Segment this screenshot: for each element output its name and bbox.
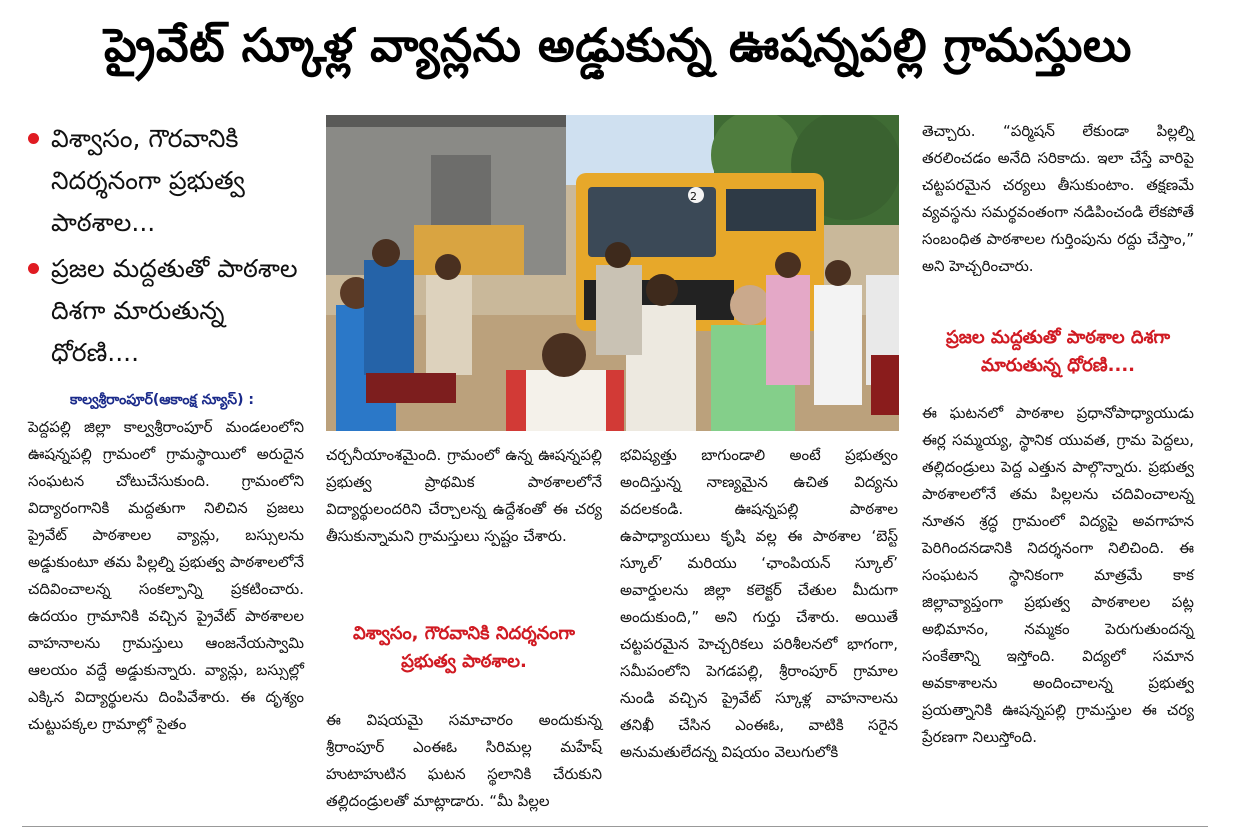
- highlight-list: [28, 118, 308, 378]
- news-photo: [326, 115, 899, 431]
- article-column-1: [28, 414, 304, 738]
- photo-illustration: [326, 115, 899, 431]
- svg-text:2: 2: [690, 190, 697, 203]
- article-column-2-bottom: [326, 707, 602, 815]
- highlight-text: ప్రజల మద్దతుతో పాఠశాల దిశగా మారుతున్న ధోరణి....: [51, 254, 298, 367]
- headline: ప్రైవేట్ స్కూళ్ల వ్యాన్లను అడ్డుకున్న ఊషన్నపల్లి గ్రామస్తులు: [104, 18, 1132, 72]
- subheading: విశ్వాసం, గౌరవానికి నిదర్శనంగా ప్రభుత్వ పాఠశాల.: [352, 623, 576, 672]
- article-paragraph: ఈ ఘటనలో పాఠశాల ప్రధానోపాధ్యాయుడు ఈర్ల సమ్మయ్య, స్థానిక యువత, గ్రామ పెద్దలు, తల్లిదండ్రులు పెద్ద ఎత్తున పాల్గొన్నారు. ప్రభుత్వ పాఠశాలలోనే తమ పిల్లలను చదివించాలన్న నూతన శ్రద్ధ గ్రామంలో విద్యపై అవగాహన పెరిగిందనడానికి నిదర్శనంగా నిలిచింది. ఈ సంఘటన స్థానికంగా మాత్రమే కాక జిల్లావ్యాప్తంగా ప్రభుత్వ పాఠశాలల పట్ల అభిమానం, నమ్మకం పెరుగుతుందన్న సంకేతాన్ని ఇస్తోంది. విద్యలో సమాన అవకాశాలను అందించాలన్న ప్రభుత్వ ప్రయత్నానికి ఊషన్నపల్లి గ్రామస్తుల ఈ చర్య ప్రేరణగా నిలుస్తోంది.: [922, 404, 1194, 746]
- article-column-2-top: [326, 442, 602, 550]
- bullet-dot-icon: [28, 133, 39, 144]
- article-paragraph: భవిష్యత్తు బాగుండాలి అంటే ప్రభుత్వం అందిస్తున్న నాణ్యమైన ఉచిత విద్యను వదలకండి. ఊషన్నపల్లి పాఠశాల ఉపాధ్యాయులు కృషి వల్ల ఈ పాఠశాల ‘బెస్ట్ స్కూల్’ మరియు ‘ఛాంపియన్ స్కూల్’ అవార్డులను జిల్లా కలెక్టర్ చేతుల మీదుగా అందుకుంది,” అని గుర్తు చేశారు. అయితే చట్టపరమైన హెచ్చరికలు పరిశీలనలో భాగంగా, సమీపంలోని పెగడపల్లి, శ్రీరాంపూర్ గ్రామాల నుండి వచ్చిన ప్రైవేట్ స్కూళ్ల వాహనాలను తనిఖీ చేసిన ఎంఈఓ, వాటికి సరైన అనుమతులేదన్న విషయం వెలుగులోకి: [620, 446, 898, 761]
- article-paragraph: చర్చనీయాంశమైంది. గ్రామంలో ఉన్న ఊషన్నపల్లి ప్రభుత్వ ప్రాథమిక పాఠశాలలోనే విద్యార్థులందరిని చేర్చాలన్న ఉద్దేశంతో ఈ చర్య తీసుకున్నామని గ్రామస్తులు స్పష్టం చేశారు.: [326, 446, 602, 545]
- highlight-item: [28, 118, 308, 244]
- article-paragraph: ఈ విషయమై సమాచారం అందుకున్న శ్రీరాంపూర్ ఎంఈఓ సిరిమల్ల మహేష్ హుటాహుటిన ఘటన స్థలానికి చేరుకుని తల్లిదండ్రులతో మాట్లాడారు. “మీ పిల్లల: [326, 711, 602, 810]
- bottom-rule: [22, 826, 1208, 827]
- article-paragraph: పెద్దపల్లి జిల్లా కాల్వశ్రీరాంపూర్ మండలంలోని ఊషన్నపల్లి గ్రామంలో గ్రామస్థాయిలో అరుదైన సంఘటన చోటుచేసుకుంది. గ్రామంలోని విద్యారంగానికి మద్దతుగా నిలిచిన ప్రజలు ప్రైవేట్ పాఠశాలల వ్యాన్లు, బస్సులను అడ్డుకుంటూ తమ పిల్లల్ని ప్రభుత్వ పాఠశాలలోనే చదివించాలన్న సంకల్పాన్ని ప్రకటించారు. ఉదయం గ్రామానికి వచ్చిన ప్రైవేట్ పాఠశాలల వాహనాలను గ్రామస్తులు ఆంజనేయస్వామి ఆలయం వద్దే అడ్డుకున్నారు. వ్యాన్లు, బస్సుల్లో ఎక్కిన విద్యార్థులను దింపివేశారు. ఈ దృశ్యం చుట్టుపక్కల గ్రామాల్లో సైతం: [28, 418, 304, 733]
- bullet-dot-icon: [28, 263, 39, 274]
- highlight-item: [28, 248, 308, 374]
- article-paragraph: తెచ్చారు. “పర్మిషన్ లేకుండా పిల్లల్ని తరలించడం అనేది సరికాదు. ఇలా చేస్తే వారిపై చట్టపరమైన చర్యలు తీసుకుంటాం. తక్షణమే వ్యవస్థను సమర్థవంతంగా నడిపించండి లేకపోతే సంబంధిత పాఠశాలల గుర్తింపును రద్దు చేస్తాం,” అని హెచ్చరించారు.: [922, 122, 1194, 275]
- highlight-text: విశ్వాసం, గౌరవానికి నిదర్శనంగా ప్రభుత్వ పాఠశాల...: [51, 124, 245, 237]
- article-column-3: [620, 442, 898, 766]
- article-column-4-bottom: [922, 400, 1194, 751]
- subheading: ప్రజల మద్దతుతో పాఠశాల దిశగా మారుతున్న ధోరణి....: [945, 327, 1171, 376]
- dateline: కాల్వశ్రీరాంపూర్(ఆకాంక్ష న్యూస్) :: [70, 392, 254, 408]
- article-column-4-top: [922, 118, 1194, 280]
